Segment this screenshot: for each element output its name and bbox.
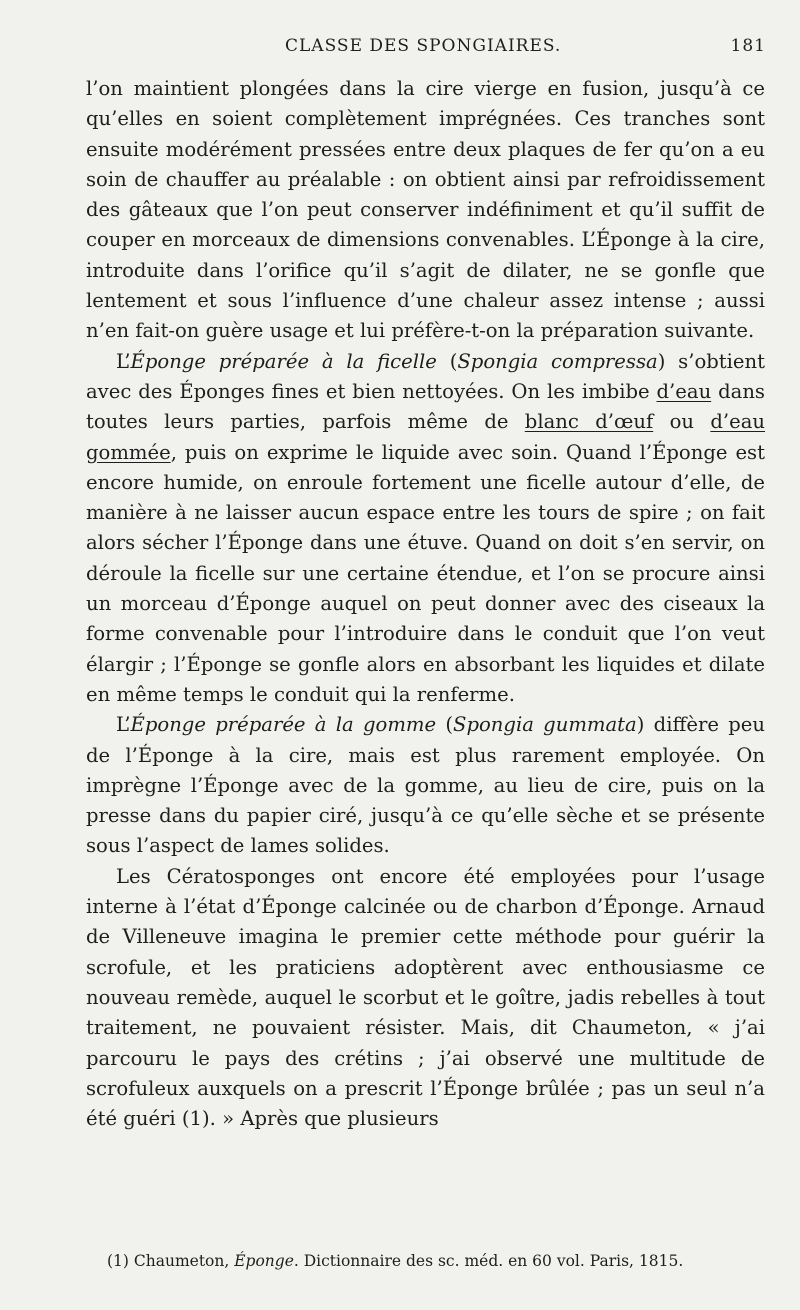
text-run: . Dictionnaire des sc. méd. en 60 vol. Paris, 1815. — [293, 1252, 684, 1270]
italic-text: Spongia compressa — [457, 349, 658, 373]
underlined-text: blanc d’œuf — [524, 410, 654, 434]
text-run: Les Cératosponges ont encore été employées pour l’usage interne à l’état d’Éponge calcinée ou de charbon d’Éponge. Arnaud de Villeneuve imagina le premier cette méthode pour guérir la scrofule, et les praticiens adoptèrent avec enthousiasme ce nouveau remède, auquel le scorbut et le goître, jadis rebelles à tout traitement, ne pouvaient résister. Mais, dit Chaumeton, « j’ai parcouru le pays des crétins ; j’ai observé une multitude de scrofuleux auxquels on a prescrit l’Éponge brûlée ; pas un seul n’a été guéri (1). » Après que plusieurs — [86, 864, 765, 1131]
text-run: L’ — [116, 713, 131, 737]
italic-text: Spongia gummata — [453, 713, 637, 737]
body-text — [86, 74, 765, 1134]
italic-text: Éponge — [234, 1252, 294, 1270]
text-run: , puis on exprime le liquide avec soin. Quand l’Éponge est encore humide, on enroule fortement une ficelle autour d’elle, de manière à ne laisser aucun espace entre les tours de spire ; on fait alors sécher l’Éponge dans une étuve. Quand on doit s’en servir, on déroule la ficelle sur une certaine étendue, et l’on se procure ainsi un morceau d’Éponge auquel on peut donner avec des ciseaux la forme convenable pour l’introduire dans le conduit que l’on veut élargir ; l’Éponge se gonfle alors en absorbant les liquides et dilate en même temps le conduit qui la renferme. — [86, 440, 765, 706]
text-run: ( — [436, 349, 458, 373]
paragraph — [86, 74, 765, 347]
underlined-text: d’eau — [656, 379, 712, 403]
text-run: l’on maintient plongées dans la cire vierge en fusion, jusqu’à ce qu’elles en soient complètement imprégnées. Ces tranches sont ensuite modérément pressées entre deux plaques de fer qu’on a eu soin de chauffer au préalable : on obtient ainsi par refroidissement des gâteaux que l’on peut conserver indéfiniment et qu’il suffit de couper en morceaux de dimensions convenables. L’Éponge à la cire, introduite dans l’orifice qu’il s’agit de dilater, ne se gonfle que lentement et sous l’influence d’une chaleur assez intense ; aussi n’en fait-on guère usage et lui préfère-t-on la préparation suivante. — [86, 77, 765, 343]
paragraph — [86, 710, 765, 861]
footnote — [107, 1250, 767, 1272]
italic-text: Éponge préparée à la ficelle — [130, 349, 437, 373]
running-head: CLASSE DES SPONGIAIRES. — [285, 36, 562, 56]
paragraph — [86, 862, 765, 1135]
text-run: L’ — [116, 349, 131, 373]
underlined-text: d’eau gommée — [86, 410, 765, 464]
text-run: (1) Chaumeton, — [107, 1252, 235, 1270]
page-number: 181 — [730, 36, 766, 56]
paragraph — [86, 347, 765, 711]
text-run: ) diffère peu de l’Éponge à la cire, mais est plus rarement employée. On imprègne l’Éponge avec de la gomme, au lieu de cire, puis on la presse dans du papier ciré, jusqu’à ce qu’elle sèche et se présente sous l’aspect de lames solides. — [86, 713, 766, 858]
italic-text: Éponge préparée à la gomme — [130, 713, 437, 737]
text-run: dans toutes leurs parties, parfois même de — [86, 379, 765, 434]
text-run: ) s’obtient avec des Éponges fines et bien nettoyées. On les imbibe — [86, 349, 766, 403]
page-header — [90, 34, 766, 64]
text-run: ( — [436, 713, 454, 737]
text-run: ou — [653, 410, 711, 434]
